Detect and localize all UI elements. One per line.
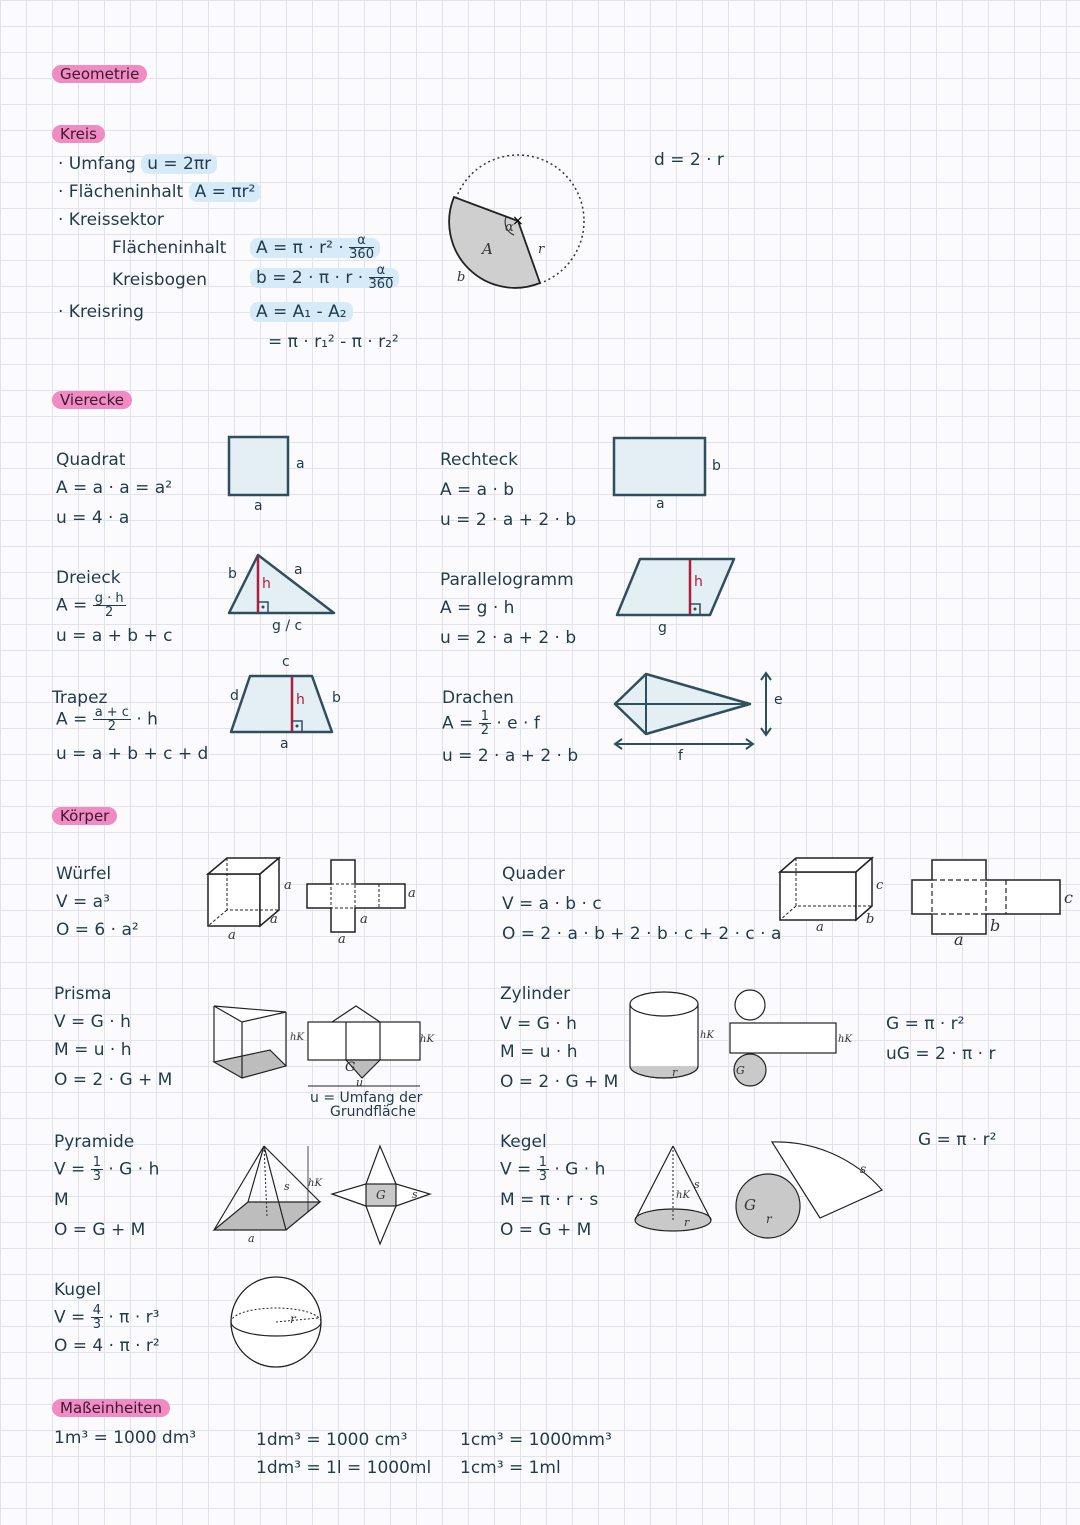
section-heading-koerper: Körper [52, 806, 117, 826]
rechteck-label-a: a [656, 496, 665, 512]
kreis-label-b: b [457, 270, 466, 285]
quader-label-a: a [816, 920, 824, 935]
durchmesser-formula: d = 2 · r [654, 150, 724, 170]
zylinder-umfang-grundflaeche: uG = 2 · π · r [886, 1044, 996, 1064]
kegel-netz-label-r: r [766, 1212, 772, 1226]
kegel-volumen: V = $\frac{1}{3}$ · G · h [500, 1155, 606, 1184]
kreis-sektor-label: · Kreissektor [58, 210, 164, 230]
pyramide-label-s: s [284, 1180, 290, 1193]
page-title: Geometrie [52, 64, 147, 84]
kugel-figure [228, 1274, 324, 1370]
trapez-label-b: b [332, 690, 341, 706]
kreis-flaeche: · Flächeninhalt A = πr² [58, 182, 261, 202]
kreis-label-r: r [538, 242, 545, 257]
wuerfel-oberflaeche: O = 6 · a² [56, 920, 139, 940]
drachen-label-f: f [678, 748, 683, 764]
prisma-figure [212, 1004, 288, 1080]
kreissektor-figure [450, 155, 590, 295]
kegel-label-r: r [684, 1216, 690, 1229]
section-heading-vierecke: Vierecke [52, 390, 132, 410]
trapez-flaeche: A = $\frac{a + c}{2}$ · h [56, 705, 158, 734]
dreieck-label-gc: g / c [272, 618, 303, 634]
prisma-label-hk: hK [290, 1032, 304, 1043]
parallelogramm-figure [614, 556, 738, 618]
sektor-flaeche-formula: A = π · r² · $\frac{\alpha}{360}$ [250, 234, 380, 261]
drachen-figure [612, 670, 788, 774]
kreisring-formula-2: = π · r₁² - π · r₂² [268, 332, 399, 352]
dreieck-name: Dreieck [56, 568, 121, 588]
pyramide-netz-label-G: G [376, 1188, 386, 1202]
trapez-label-d: d [230, 688, 239, 704]
drachen-flaeche: A = $\frac{1}{2}$ · e · f [442, 709, 540, 738]
kegel-oberflaeche: O = G + M [500, 1220, 592, 1240]
wuerfel-name: Würfel [56, 864, 112, 884]
wuerfel-netz-label-a-3: a [338, 932, 346, 947]
wuerfel-netz-label-a-2: a [360, 912, 368, 927]
quadrat-flaeche: A = a · a = a² [56, 478, 173, 498]
wuerfel-netz-figure [305, 858, 409, 934]
pyramide-oberflaeche: O = G + M [54, 1220, 146, 1240]
zylinder-grundflaeche: G = π · r² [886, 1014, 965, 1034]
kreis-umfang: · Umfang u = 2πr [58, 154, 217, 174]
quader-volumen: V = a · b · c [502, 894, 602, 914]
einheit-cm3-mm3: 1cm³ = 1000mm³ [460, 1430, 612, 1450]
section-heading-masseinheiten: Maßeinheiten [52, 1398, 170, 1418]
pyramide-figure [212, 1144, 324, 1234]
rechteck-figure [613, 437, 707, 497]
rechteck-umfang: u = 2 · a + 2 · b [440, 510, 577, 530]
einheit-cm3-ml: 1cm³ = 1ml [460, 1458, 561, 1478]
prisma-netz-label-hk: hK [420, 1034, 434, 1045]
zylinder-volumen: V = G · h [500, 1014, 577, 1034]
quader-netz-label-a: a [954, 930, 964, 949]
wuerfel-netz-label-a-1: a [408, 886, 416, 901]
zylinder-oberflaeche: O = 2 · G + M [500, 1072, 619, 1092]
quader-oberflaeche: O = 2 · a · b + 2 · b · c + 2 · c · a [502, 924, 782, 944]
kreis-label-A: A [482, 240, 493, 258]
quadrat-name: Quadrat [56, 450, 126, 470]
parallelogramm-umfang: u = 2 · a + 2 · b [440, 628, 577, 648]
quader-netz-label-c: c [1064, 888, 1073, 907]
kegel-netz-figure [730, 1138, 888, 1240]
dreieck-label-a: a [294, 562, 303, 578]
dreieck-figure [226, 552, 338, 616]
pyramide-mantel: M [54, 1190, 69, 1210]
dreieck-label-h: h [262, 576, 271, 592]
zylinder-label-r: r [672, 1066, 678, 1079]
wuerfel-label-a-1: a [284, 878, 292, 893]
sektor-flaeche-label: Flächeninhalt [112, 238, 227, 258]
zylinder-mantel: M = u · h [500, 1042, 578, 1062]
zylinder-netz-label-G: G [736, 1064, 745, 1077]
zylinder-label-hk: hK [700, 1030, 714, 1041]
zylinder-netz-label-hk: hK [838, 1034, 852, 1045]
drachen-name: Drachen [442, 688, 514, 708]
parallelogramm-flaeche: A = g · h [440, 598, 515, 618]
einheit-m3-dm3: 1m³ = 1000 dm³ [54, 1428, 197, 1448]
rechteck-flaeche: A = a · b [440, 480, 515, 500]
pyramide-volumen: V = $\frac{1}{3}$ · G · h [54, 1155, 160, 1184]
prisma-oberflaeche: O = 2 · G + M [54, 1070, 173, 1090]
trapez-name: Trapez [52, 688, 108, 708]
trapez-figure [228, 673, 336, 735]
prisma-volumen: V = G · h [54, 1012, 131, 1032]
pyramide-netz-label-s: s [412, 1188, 418, 1201]
drachen-label-e: e [774, 692, 783, 708]
quadrat-figure [228, 436, 290, 496]
pyramide-label-a: a [248, 1232, 255, 1245]
pyramide-name: Pyramide [54, 1132, 135, 1152]
pyramide-label-hk: hK [308, 1178, 322, 1189]
kegel-netz-label-s: s [860, 1162, 867, 1176]
einheit-dm3-liter: 1dm³ = 1l = 1000ml [256, 1458, 432, 1478]
kegel-label-s: s [694, 1178, 700, 1191]
trapez-umfang: u = a + b + c + d [56, 744, 209, 764]
drachen-umfang: u = 2 · a + 2 · b [442, 746, 579, 766]
dreieck-flaeche: A = $\frac{g \cdot h}{2}$ [56, 591, 124, 620]
quader-name: Quader [502, 864, 565, 884]
quadrat-label-a-side: a [296, 456, 305, 472]
kegel-figure [632, 1144, 714, 1234]
sektor-bogen-label: Kreisbogen [112, 270, 208, 290]
trapez-label-c: c [282, 654, 290, 670]
zylinder-name: Zylinder [500, 984, 571, 1004]
wuerfel-label-a-3: a [228, 928, 236, 943]
quadrat-label-a-bottom: a [254, 498, 263, 514]
parallelogramm-name: Parallelogramm [440, 570, 574, 590]
quader-label-b: b [866, 912, 875, 927]
prisma-name: Prisma [54, 984, 112, 1004]
rechteck-name: Rechteck [440, 450, 518, 470]
zylinder-figure [628, 990, 700, 1082]
quader-label-c: c [876, 878, 884, 893]
quader-figure [778, 856, 874, 922]
kugel-volumen: V = $\frac{4}{3}$ · π · r³ [54, 1303, 160, 1332]
kegel-mantel: M = π · r · s [500, 1190, 599, 1210]
kugel-name: Kugel [54, 1280, 102, 1300]
dreieck-umfang: u = a + b + c [56, 626, 173, 646]
kreis-label-alpha: α [505, 220, 514, 235]
kugel-label-r: r [290, 1312, 296, 1326]
prisma-note-2: Grundfläche [330, 1104, 416, 1120]
parallelogramm-label-h: h [694, 574, 703, 590]
prisma-netz-figure [306, 1004, 422, 1090]
dreieck-label-b: b [228, 566, 237, 582]
parallelogramm-label-g: g [658, 620, 667, 636]
wuerfel-volumen: V = a³ [56, 892, 110, 912]
kegel-netz-label-G: G [744, 1196, 756, 1214]
quadrat-umfang: u = 4 · a [56, 508, 130, 528]
svg-text:×: × [512, 213, 524, 229]
quader-netz-label-b: b [990, 916, 1001, 935]
kegel-grundflaeche: G = π · r² [918, 1130, 997, 1150]
einheit-dm3-cm3: 1dm³ = 1000 cm³ [256, 1430, 408, 1450]
trapez-label-h: h [296, 692, 305, 708]
prisma-netz-label-G: G [345, 1060, 356, 1075]
trapez-label-a: a [280, 736, 289, 752]
kreisring-label: · Kreisring [58, 302, 144, 322]
kugel-oberflaeche: O = 4 · π · r² [54, 1336, 160, 1356]
prisma-netz-label-u: u [356, 1076, 364, 1089]
sektor-bogen-formula: b = 2 · π · r · $\frac{\alpha}{360}$ [250, 264, 399, 291]
prisma-note-1: u = Umfang der [310, 1090, 423, 1106]
rechteck-label-b: b [712, 458, 721, 474]
kegel-label-hk: hK [676, 1190, 690, 1201]
section-heading-kreis: Kreis [52, 124, 105, 144]
prisma-mantel: M = u · h [54, 1040, 132, 1060]
wuerfel-label-a-2: a [270, 912, 278, 927]
quader-netz-figure [910, 858, 1062, 938]
kegel-name: Kegel [500, 1132, 547, 1152]
kreisring-formula-1: A = A₁ - A₂ [250, 302, 353, 322]
